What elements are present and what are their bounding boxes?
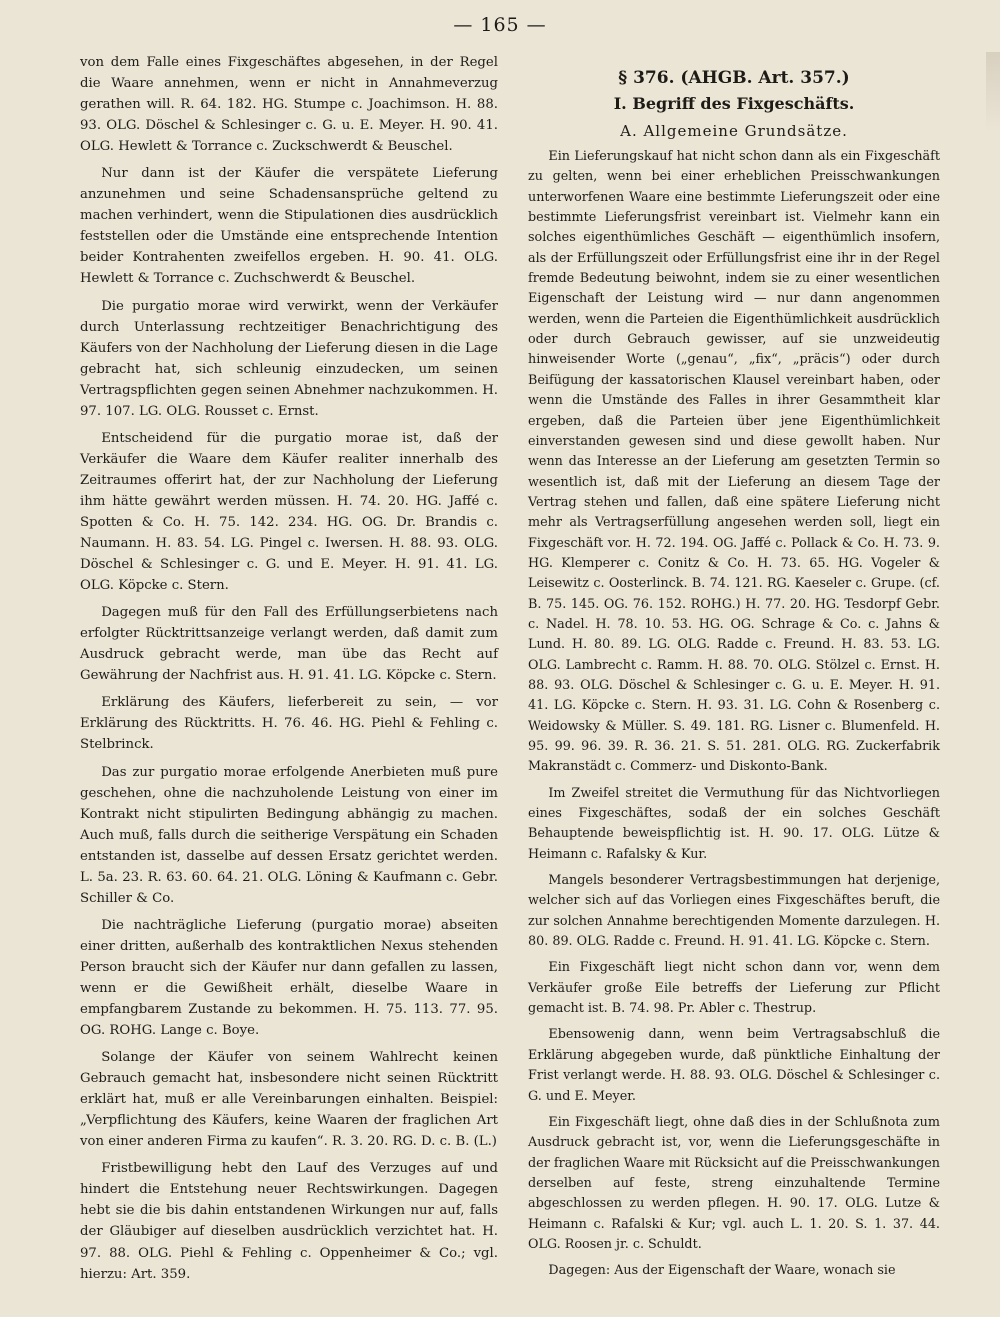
right-paragraph-2: Im Zweifel streitet die Vermuthung für das Nichtvorliegen eines Fixgeschäftes, sodaß der ein solches Geschäft Behauptende beweispflichtig ist. H. 90. 17. OLG. Lütze & Heimann c. Rafalsky & Kur. [528,785,940,862]
left-paragraph-4: Entscheidend für die purgatio morae ist, daß der Verkäufer die Waare dem Käufer realiter innerhalb des Zeitraumes offerirt hat, der zur Nachholung der Lieferung ihm hätte gewährt werden müssen. H. 74. 20. HG. Jaffé c. Spotten & Co. H. 75. 142. 234. HG. OG. Dr. Brandis c. Naumann. H. 83. 54. LG. Pingel c. Iwersen. H. 88. 93. OLG. Döschel & Schlesinger c. G. und E. Meyer. H. 91. 41. LG. OLG. Köpcke c. Stern. [80,430,498,594]
right-paragraph-6: Ein Fixgeschäft liegt, ohne daß dies in der Schlußnota zum Ausdruck gebracht ist, vor, wenn die Lieferungsgeschäfte in der fraglichen Waare mit Rücksicht auf die Preisschwankungen derselben auf feste, streng einzuhaltende Termine abgeschlossen zu werden pflegen. H. 90. 17. OLG. Lutze & Heimann c. Rafalski & Kur; vgl. auch L. 1. 20. S. 1. 37. 44. OLG. Roosen jr. c. Schuldt. [528,1114,940,1252]
left-paragraph-8: Die nachträgliche Lieferung (purgatio morae) abseiten einer dritten, außerhalb des kontraktlichen Nexus stehenden Person braucht sich der Käufer nur dann gefallen zu lassen, wenn er die Gewißheit erhält, dieselbe Waare in empfangbarem Zustande zu bekommen. H. 75. 113. 77. 95. OG. ROHG. Lange c. Boye. [80,917,498,1039]
left-paragraph-2: Nur dann ist der Käufer die verspätete Lieferung anzunehmen und seine Schadensansprüche geltend zu machen verhindert, wenn die Stipulationen dies ausdrücklich feststellen oder die Umstände eine entsprechende Intention beider Kontrahenten zweifellos ergeben. H. 90. 41. OLG. Hewlett & Torrance c. Zuchschwerdt & Beuschel. [80,166,498,287]
section-heading: § 376. (AHGB. Art. 357.) [618,68,850,88]
subheading-2: A. Allgemeine Grundsätze. [620,121,848,140]
left-paragraph-5: Dagegen muß für den Fall des Erfüllungserbietens nach erfolgter Rücktrittsanzeige verlangt werden, daß damit zum Ausdruck gebracht werde, man übe das Recht auf Gewährung der Nachfrist aus. H. 91. 41. LG. Köpcke c. Stern. [80,605,498,684]
right-paragraph-3: Mangels besonderer Vertragsbestimmungen hat derjenige, welcher sich auf das Vorliegen eines Fixgeschäftes beruft, die zur solchen Annahme berechtigenden Momente darzulegen. H. 80. 89. OLG. Radde c. Freund. H. 91. 41. LG. Köpcke c. Stern. [528,873,940,950]
left-paragraph-7: Das zur purgatio morae erfolgende Anerbieten muß pure geschehen, ohne die nachzuholende Leistung von einer im Kontrakt nicht stipulirten Bedingung abhängig zu machen. Auch muß, falls durch die seitherige Verspätung ein Schaden entstanden ist, dasselbe auf dessen Ersatz gerichtet werden. L. 5a. 23. R. 63. 60. 64. 21. OLG. Löning & Kaufmann c. Gebr. Schiller & Co. [80,764,498,906]
left-column [80,52,498,1291]
left-paragraph-10: Fristbewilligung hebt den Lauf des Verzuges auf und hindert die Entstehung neuer Rechtswirkungen. Dagegen hebt sie die bis dahin entstandenen Wirkungen nur auf, falls der Gläubiger auf dieselben ausdrücklich verzichtet hat. H. 97. 88. OLG. Piehl & Fehling c. Oppenheimer & Co.; vgl. hierzu: Art. 359. [80,1161,498,1282]
subheading: I. Begriff des Fixgeschäfts. [613,94,855,114]
left-paragraph-6: Erklärung des Käufers, lieferbereit zu sein, — vor Erklärung des Rücktritts. H. 76. 46. HG. Piehl & Fehling c. Stelbrinck. [80,695,498,753]
left-paragraph-3: Die purgatio morae wird verwirkt, wenn der Verkäufer durch Unterlassung rechtzeitiger Benachrichtigung des Käufers von der Nachholung der Lieferung diesen in die Lage gebracht hat, sich schleunig einzudecken, um seinen Vertragspflichten gegen seinen Abnehmer nachzukommen. H. 97. 107. LG. OLG. Rousset c. Ernst. [80,298,498,419]
right-paragraph-4: Ein Fixgeschäft liegt nicht schon dann vor, wenn dem Verkäufer große Eile betreffs der Lieferung zur Pflicht gemacht ist. B. 74. 98. Pr. Abler c. Thestrup. [528,960,940,1017]
right-paragraph-5: Ebensowenig dann, wenn beim Vertragsabschluß die Erklärung abgegeben wurde, daß pünktliche Einhaltung der Frist verlangt werde. H. 88. 93. OLG. Döschel & Schlesinger c. G. und E. Meyer. [528,1027,940,1104]
right-paragraph-1: Ein Lieferungskauf hat nicht schon dann als ein Fixgeschäft zu gelten, wenn bei einer erheblichen Preisschwankungen unterworfenen Waare eine bestimmte Lieferungszeit oder eine bestimmte Lieferungsfrist vereinbart ist. Vielmehr kann ein solches eigenthümliches Geschäft — eigenthümlich insofern, als der Erfüllungszeit oder Erfüllungsfrist eine ihr in der Regel fremde Bedeutung beiwohnt, indem sie zu einer wesentlichen Eigenschaft der Leistung wird — nur dann angenommen werden, wenn die Parteien die Eigenthümlichkeit ausdrücklich oder durch Gebrauch gewisser, auf sie unzweideutig hinweisender Worte („genau“, „fix“, „präcis“) oder durch Beifügung der kassatorischen Klausel vereinbart haben, oder wenn die Umstände des Falles in ihrer Gesammtheit klar ergeben, daß die Parteien über jene Eigenthümlichkeit einverstanden gewesen sind und diese gewollt haben. Nur wenn das Interesse an der Lieferung am gesetzten Termin so wesentlich ist, daß mit der Lieferung an diesem Tage der Vertrag stehen und fallen, daß eine spätere Lieferung nicht mehr als Vertragserfüllung angesehen werden soll, liegt ein Fixgeschäft vor. H. 72. 194. OG. Jaffé c. Pollack & Co. H. 73. 9. HG. Klemperer c. Conitz & Co. H. 73. 65. HG. Vogeler & Leisewitz c. Oosterlinck. B. 74. 121. RG. Kaeseler c. Grupe. (cf. B. 75. 145. OG. 76. 152. ROHG.) H. 77. 20. HG. Tesdorpf Gebr. c. Nadel. H. 78. 10. 53. HG. OG. Schrage & Co. c. Jahns & Lund. H. 80. 89. LG. OLG. Radde c. Freund. H. 83. 53. LG. OLG. Lambrecht c. Ramm. H. 88. 70. OLG. Stölzel c. Ernst. H. 88. 93. OLG. Döschel & Schlesinger c. G. u. E. Meyer. H. 91. 41. LG. Köpcke c. Stern. H. 93. 31. LG. Cohn & Rosenberg c. Weidowsky & Müller. S. 49. 181. RG. Lisner c. Blumenfeld. H. 95. 99. 96. 39. R. 36. 21. S. 51. 281. OLG. RG. Zuckerfabrik Makranstädt c. Commerz- und Diskonto-Bank. [528,149,940,775]
left-paragraph-1: von dem Falle eines Fixgeschäftes abgesehen, in der Regel die Waare annehmen, wenn er nicht in Annahmeverzug gerathen will. R. 64. 182. HG. Stumpe c. Joachimson. H. 88. 93. OLG. Döschel & Schlesinger c. G. u. E. Meyer. H. 90. 41. OLG. Hewlett & Torrance c. Zuckschwerdt & Beuschel. [80,55,498,155]
left-paragraph-9: Solange der Käufer von seinem Wahlrecht keinen Gebrauch gemacht hat, insbesondere nicht seinen Rücktritt erklärt hat, muß er alle Vereinbarungen einhalten. Beispiel: „Verpflichtung des Käufers, keine Waaren der fraglichen Art von einer anderen Firma zu kaufen“. R. 3. 20. RG. D. c. B. (L.) [80,1050,498,1150]
page-number: — 165 — [453,14,547,36]
right-column [528,68,940,1288]
page-edge-shadow [986,52,1000,132]
right-paragraph-7: Dagegen: Aus der Eigenschaft der Waare, wonach sie [548,1263,896,1279]
